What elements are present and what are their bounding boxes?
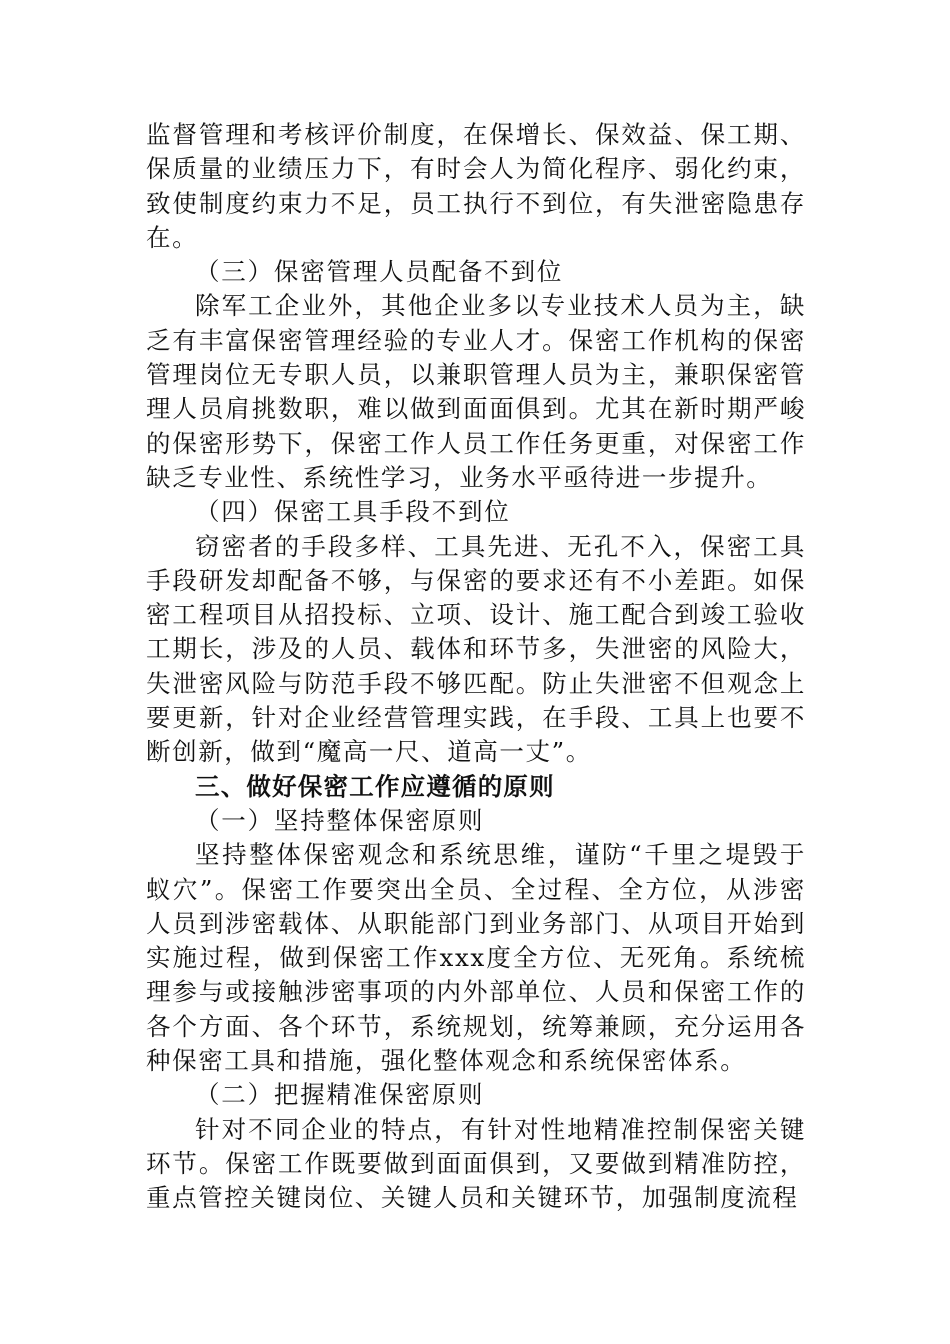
- paragraph: 窃密者的手段多样、工具先进、无孔不入，保密工具手段研发却配备不够，与保密的要求还有不小差距。如保密工程项目从招投标、立项、设计、施工配合到竣工验收工期长，涉及的人员、载体和环节多，失泄密的风险大，失泄密风险与防范手段不够匹配。防止失泄密不但观念上要更新，针对企业经营管理实践，在手段、工具上也要不断创新，做到“魔高一尺、道高一丈”。: [146, 531, 806, 767]
- document-body: [146, 118, 806, 1216]
- subheading-1: （一）坚持整体保密原则: [195, 805, 485, 835]
- paragraph: 除军工企业外，其他企业多以专业技术人员为主，缺乏有丰富保密管理经验的专业人才。保密工作机构的保密管理岗位无专职人员，以兼职管理人员为主，兼职保密管理人员肩挑数职，难以做到面面俱到。尤其在新时期严峻的保密形势下，保密工作人员工作任务更重，对保密工作缺乏专业性、系统性学习，业务水平亟待进一步提升。: [146, 291, 806, 492]
- subheading-2: （二）把握精准保密原则: [195, 1080, 485, 1110]
- subheading-3: （三）保密管理人员配备不到位: [195, 257, 564, 287]
- paragraph-continued: 监督管理和考核评价制度，在保增长、保效益、保工期、保质量的业绩压力下，有时会人为简化程序、弱化约束，致使制度约束力不足，员工执行不到位，有失泄密隐患存在。: [146, 120, 806, 252]
- section-heading: 三、做好保密工作应遵循的原则: [195, 771, 555, 801]
- paragraph: 坚持整体保密观念和系统思维，谨防“千里之堤毁于蚁穴”。保密工作要突出全员、全过程、全方位，从涉密人员到涉密载体、从职能部门到业务部门、从项目开始到实施过程，做到保密工作xxx度全方位、无死角。系统梳理参与或接触涉密事项的内外部单位、人员和保密工作的各个方面、各个环节，系统规划，统筹兼顾，充分运用各种保密工具和措施，强化整体观念和系统保密体系。: [146, 840, 806, 1076]
- paragraph: 针对不同企业的特点，有针对性地精准控制保密关键环节。保密工作既要做到面面俱到，又要做到精准防控，重点管控关键岗位、关键人员和关键环节，加强制度流程: [146, 1114, 806, 1213]
- subheading-4: （四）保密工具手段不到位: [195, 497, 511, 527]
